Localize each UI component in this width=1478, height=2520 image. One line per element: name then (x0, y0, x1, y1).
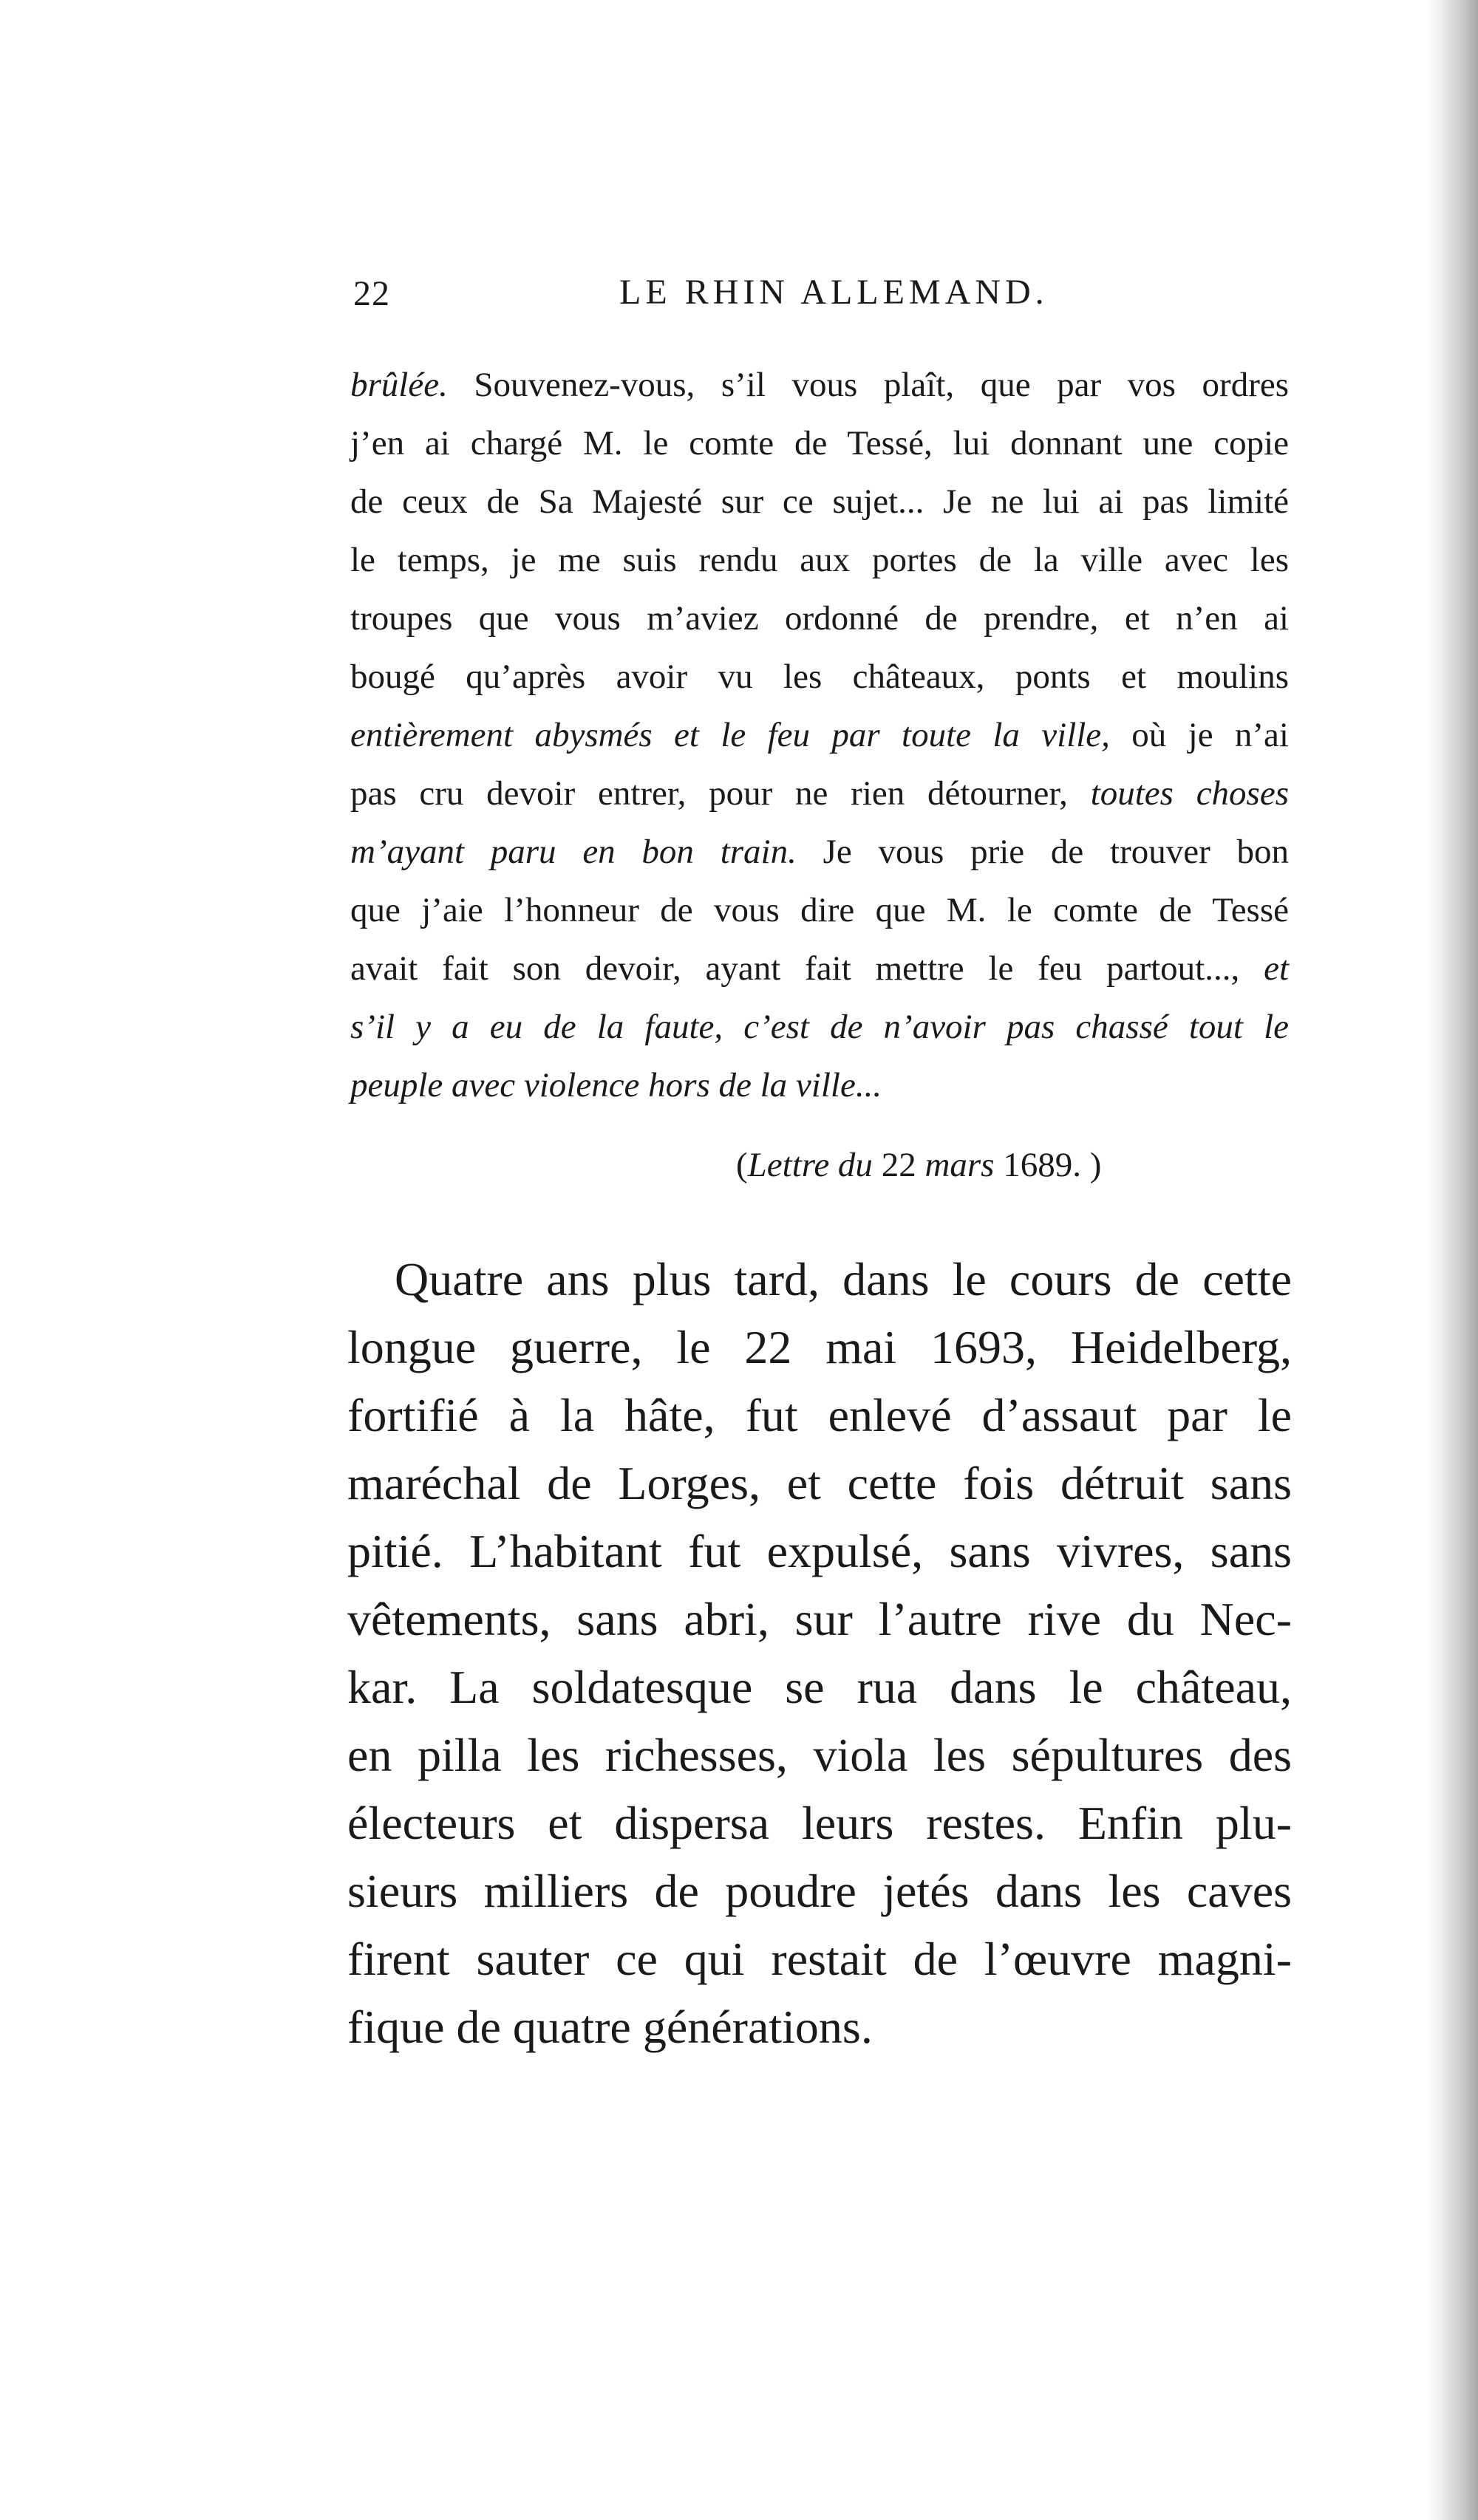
quote-line (350, 881, 1289, 940)
text-run: le temps, je me suis rendu aux portes de la ville avec les (350, 541, 1289, 579)
italic-text-run: brûlée. (350, 366, 448, 404)
text-run: avait fait son devoir, ayant fait mettre le feu partout..., (350, 949, 1264, 988)
quote-line (350, 1056, 1289, 1115)
italic-text-run: Lettre du (747, 1146, 873, 1184)
italic-text-run: entièrement abysmés et le feu par toute la ville, (350, 716, 1110, 754)
italic-text-run: mars (924, 1146, 995, 1184)
quote-line (350, 473, 1289, 531)
quote-line (350, 590, 1289, 648)
letter-citation (736, 1145, 1101, 1185)
body-line: maréchal de Lorges, et cette fois détruit sans (347, 1457, 1292, 1509)
text-run: j’en ai chargé M. le comte de Tessé, lui donnant une copie (350, 424, 1289, 462)
quote-line (350, 648, 1289, 706)
quote-line (350, 414, 1289, 473)
body-line: fortifié à la hâte, fut enlevé d’assaut par le (347, 1389, 1292, 1441)
italic-text-run: peuple avec violence hors de la ville... (350, 1066, 882, 1104)
body-line: longue guerre, le 22 mai 1693, Heidelberg, (347, 1321, 1292, 1373)
quoted-letter (350, 356, 1289, 1115)
italic-text-run: toutes choses (1090, 774, 1290, 813)
body-line: firent sauter ce qui restait de l’œuvre magni- (347, 1933, 1292, 1985)
body-line: fique de quatre générations. (347, 2001, 873, 2053)
quote-line (350, 531, 1289, 590)
text-run: Je vous prie de trouver bon (796, 833, 1289, 871)
text-run: troupes que vous m’aviez ordonné de prendre, et n’en ai (350, 599, 1289, 638)
body-line: pitié. L’habitant fut expulsé, sans vivres, sans (347, 1525, 1292, 1577)
body-line: kar. La soldatesque se rua dans le château, (347, 1661, 1292, 1713)
text-run: où je n’ai (1109, 716, 1289, 754)
body-line: électeurs et dispersa leurs restes. Enfin plu- (347, 1797, 1292, 1849)
text-run: de ceux de Sa Majesté sur ce sujet... Je ne lui ai pas limité (350, 482, 1289, 521)
body-line: Quatre ans plus tard, dans le cours de cette (395, 1253, 1292, 1305)
text-run: ( (736, 1146, 748, 1184)
body-line: sieurs milliers de poudre jetés dans les caves (347, 1865, 1292, 1917)
quote-line (350, 998, 1289, 1056)
text-run: 1689. ) (994, 1146, 1102, 1184)
text-run: 22 (872, 1146, 925, 1184)
quote-line (350, 765, 1289, 823)
page-number: 22 (353, 274, 390, 313)
quote-line (350, 706, 1289, 765)
italic-text-run: s’il y a eu de la faute, c’est de n’avoir pas chassé tout le (350, 1008, 1289, 1046)
text-run: Souvenez-vous, s’il vous plaît, que par vos ordres (447, 366, 1289, 404)
quote-line (350, 356, 1289, 414)
text-run: que j’aie l’honneur de vous dire que M. le comte de Tessé (350, 891, 1289, 929)
quote-line (350, 823, 1289, 881)
running-title: LE RHIN ALLEMAND. (619, 273, 1049, 312)
body-paragraph (347, 1246, 1292, 2061)
text-run: pas cru devoir entrer, pour ne rien détourner, (350, 774, 1091, 813)
body-line: vêtements, sans abri, sur l’autre rive du Nec- (347, 1593, 1292, 1645)
body-line: en pilla les richesses, viola les sépultures des (347, 1729, 1292, 1781)
quote-line (350, 940, 1289, 998)
italic-text-run: et (1264, 949, 1289, 988)
text-run: bougé qu’après avoir vu les châteaux, ponts et moulins (350, 658, 1289, 696)
italic-text-run: m’ayant paru en bon train. (350, 833, 797, 871)
page-edge-shadow (1426, 0, 1478, 2520)
